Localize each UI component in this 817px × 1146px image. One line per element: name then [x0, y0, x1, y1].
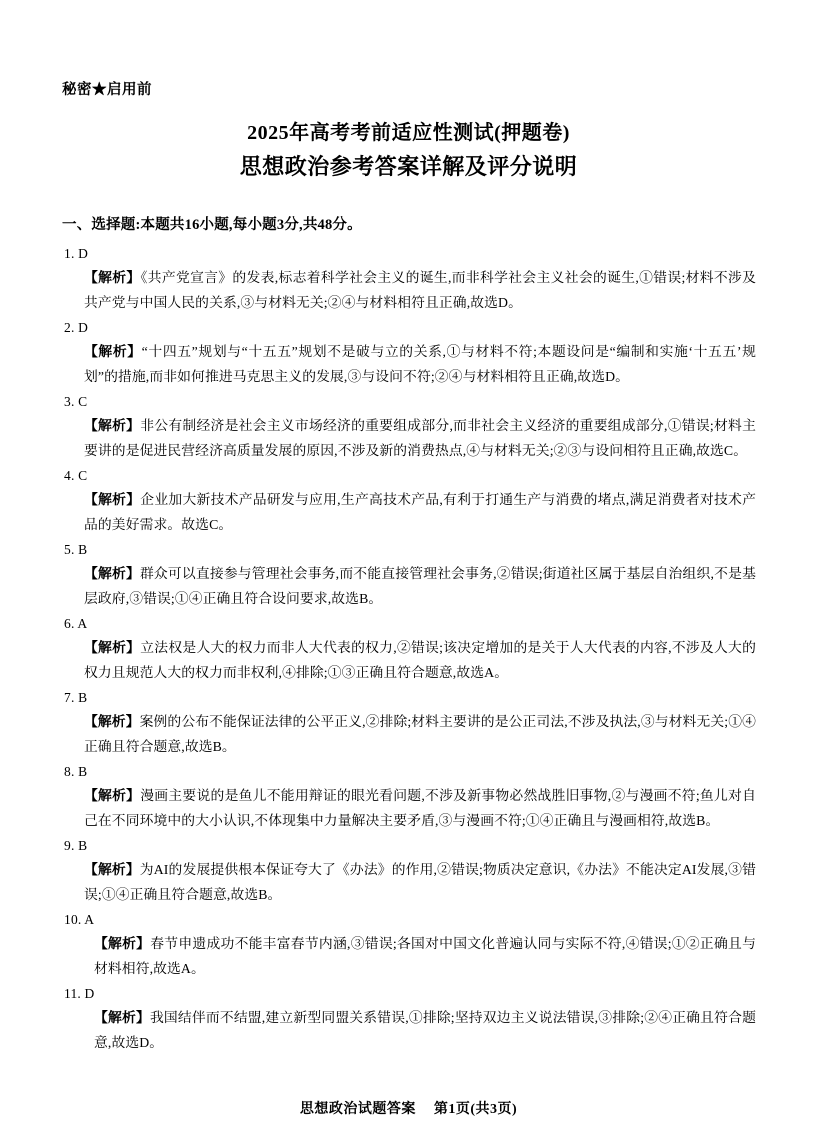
explanation-text: 为AI的发展提供根本保证夸大了《办法》的作用,②错误;物质决定意识,《办法》不能决定AI发展,③错误;①④正确且符合题意,故选B。 [84, 862, 756, 902]
answer-explanation [62, 932, 756, 981]
footer-label: 思想政治试题答案 [299, 1102, 416, 1117]
answer-number: 10. A [64, 912, 95, 927]
explanation-tag: 【解析】 [94, 1010, 150, 1025]
explanation-tag: 【解析】 [84, 270, 141, 285]
answer-explanation [62, 636, 756, 685]
explanation-tag: 【解析】 [84, 788, 141, 803]
answer-number: 5. B [64, 542, 88, 557]
explanation-text: 漫画主要说的是鱼儿不能用辩证的眼光看问题,不涉及新事物必然战胜旧事物,②与漫画不符;鱼儿对自己在不同环境中的大小认识,不体现集中力量解决主要矛盾,③与漫画不符;①④正确且与漫画相符,故选B。 [84, 788, 756, 828]
explanation-text: 《共产党宣言》的发表,标志着科学社会主义的诞生,而非科学社会主义社会的诞生,①错误;材料不涉及共产党与中国人民的关系,③与材料无关;②④与材料相符且正确,故选D。 [84, 270, 756, 310]
answer-explanation [62, 784, 756, 833]
answer-item [62, 464, 756, 537]
explanation-text: 案例的公布不能保证法律的公平正义,②排除;材料主要讲的是公正司法,不涉及执法,③与材料无关;①④正确且符合题意,故选B。 [84, 714, 757, 754]
answer-explanation [62, 266, 756, 315]
answer-item [62, 908, 756, 981]
secret-notice: 秘密★启用前 [62, 82, 152, 98]
explanation-text: 企业加大新技术产品研发与应用,生产高技术产品,有利于打通生产与消费的堵点,满足消费者对技术产品的美好需求。故选C。 [84, 492, 756, 532]
answer-number: 6. A [64, 616, 88, 631]
explanation-tag: 【解析】 [84, 418, 141, 433]
answers-content [62, 212, 756, 1056]
explanation-tag: 【解析】 [94, 936, 151, 951]
answer-number: 2. D [64, 320, 89, 335]
document-subtitle: 思想政治参考答案详解及评分说明 [239, 154, 578, 179]
explanation-text: 群众可以直接参与管理社会事务,而不能直接管理社会事务,②错误;街道社区属于基层自治组织,不是基层政府,③错误;①④正确且符合设问要求,故选B。 [84, 566, 756, 606]
answer-explanation [62, 1006, 756, 1055]
explanation-text: 我国结伴而不结盟,建立新型同盟关系错误,①排除;坚持双边主义说法错误,③排除;②④正确且符合题意,故选D。 [94, 1010, 756, 1050]
explanation-tag: 【解析】 [84, 344, 142, 359]
answer-item [62, 760, 756, 833]
explanation-tag: 【解析】 [84, 492, 141, 507]
answer-item [62, 686, 756, 759]
section-heading: 一、选择题:本题共16小题,每小题3分,共48分。 [62, 217, 362, 233]
explanation-text: 非公有制经济是社会主义市场经济的重要组成部分,而非社会主义经济的重要组成部分,①错误;材料主要讲的是促进民营经济高质量发展的原因,不涉及新的消费热点,④与材料无关;②③与设问相符且正确,故选C。 [84, 418, 756, 458]
answer-explanation [62, 414, 756, 463]
answer-item [62, 316, 756, 389]
answer-number: 3. C [64, 394, 88, 409]
answer-number: 11. D [64, 986, 95, 1001]
answer-item [62, 390, 756, 463]
answer-item [62, 982, 756, 1055]
answer-item [62, 612, 756, 685]
answer-item [62, 242, 756, 315]
answer-explanation [62, 710, 756, 759]
answer-number: 9. B [64, 838, 88, 853]
explanation-tag: 【解析】 [84, 714, 140, 729]
answer-item [62, 538, 756, 611]
exam-title: 2025年高考考前适应性测试(押题卷) [247, 122, 570, 144]
answer-explanation [62, 340, 756, 389]
answer-number: 1. D [64, 246, 89, 261]
answer-explanation [62, 488, 756, 537]
explanation-text: “十四五”规划与“十五五”规划不是破与立的关系,①与材料不符;本题设问是“编制和实施‘十五五’规划”的措施,而非如何推进马克思主义的发展,③与设问不符;②④与材料相符且正确,故选D。 [84, 344, 757, 384]
answer-number: 8. B [64, 764, 88, 779]
title-block [0, 118, 817, 183]
answer-number: 4. C [64, 468, 88, 483]
explanation-tag: 【解析】 [84, 566, 140, 581]
explanation-text: 立法权是人大的权力而非人大代表的权力,②错误;该决定增加的是关于人大代表的内容,不涉及人大的权力且规范人大的权力而非权利,④排除;①③正确且符合题意,故选A。 [84, 640, 756, 680]
explanation-tag: 【解析】 [84, 862, 140, 877]
page-number: 第1页(共3页) [433, 1102, 518, 1117]
answer-explanation [62, 858, 756, 907]
page-footer [0, 1098, 817, 1118]
answer-item [62, 834, 756, 907]
answer-explanation [62, 562, 756, 611]
explanation-tag: 【解析】 [84, 640, 141, 655]
answer-number: 7. B [64, 690, 88, 705]
explanation-text: 春节申遗成功不能丰富春节内涵,③错误;各国对中国文化普遍认同与实际不符,④错误;①②正确且与材料相符,故选A。 [94, 936, 756, 976]
